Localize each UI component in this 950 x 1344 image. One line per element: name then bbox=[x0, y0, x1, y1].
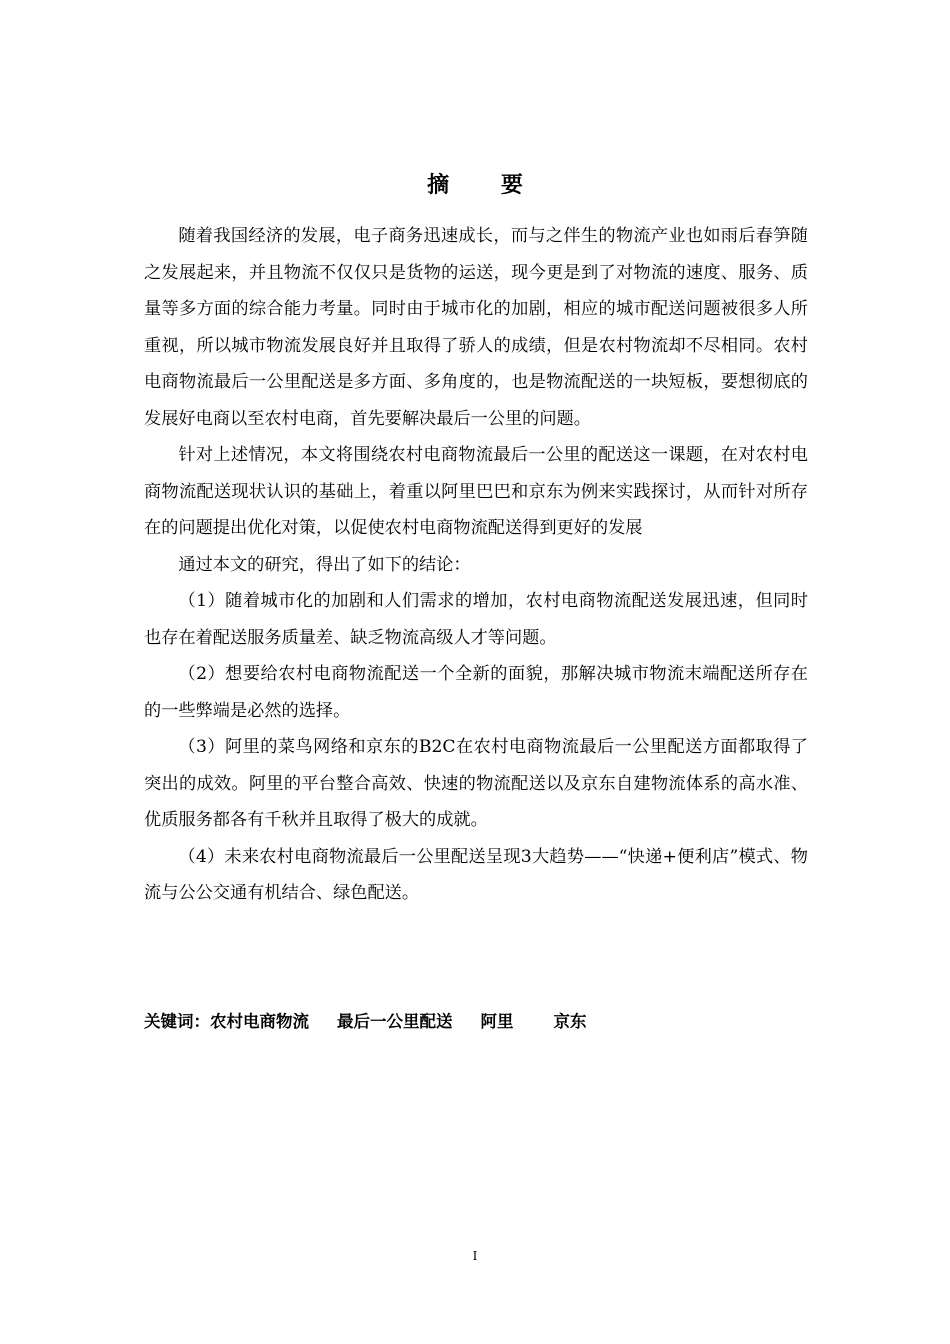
abstract-body bbox=[144, 218, 808, 912]
conclusion-item-3: （3）阿里的菜鸟网络和京东的B2C在农村电商物流最后一公里配送方面都取得了突出的成效。阿里的平台整合高效、快速的物流配送以及京东自建物流体系的高水准、优质服务都各有千秋并且取得了极大的成就。 bbox=[144, 737, 808, 830]
abstract-title: 摘 要 bbox=[427, 173, 545, 198]
abstract-paragraph-3: 通过本文的研究，得出了如下的结论： bbox=[178, 554, 471, 575]
keywords-label: 关键词： bbox=[144, 1012, 210, 1031]
keyword-item: 京东 bbox=[553, 1012, 587, 1031]
conclusion-item-2: （2）想要给农村电商物流配送一个全新的面貌，那解决城市物流末端配送所存在的一些弊端是必然的选择。 bbox=[144, 664, 808, 721]
conclusion-item-1: （1）随着城市化的加剧和人们需求的增加，农村电商物流配送发展迅速，但同时也存在着配送服务质量差、缺乏物流高级人才等问题。 bbox=[144, 591, 808, 648]
keyword-item: 农村电商物流 bbox=[210, 1012, 309, 1031]
keywords-line bbox=[144, 1008, 808, 1036]
abstract-paragraph-2: 针对上述情况，本文将围绕农村电商物流最后一公里的配送这一课题，在对农村电商物流配送现状认识的基础上，着重以阿里巴巴和京东为例来实践探讨，从而针对所存在的问题提出优化对策，以促使农村电商物流配送得到更好的发展 bbox=[144, 445, 808, 538]
conclusion-item-4: （4）未来农村电商物流最后一公里配送呈现3大趋势——“快递+便利店”模式、物流与公公交通有机结合、绿色配送。 bbox=[144, 846, 808, 903]
keyword-item: 阿里 bbox=[480, 1012, 514, 1031]
keyword-item: 最后一公里配送 bbox=[337, 1012, 453, 1031]
abstract-paragraph-1: 随着我国经济的发展，电子商务迅速成长，而与之伴生的物流产业也如雨后春笋随之发展起来，并且物流不仅仅只是货物的运送，现今更是到了对物流的速度、服务、质量等多方面的综合能力考量。同时由于城市化的加剧，相应的城市配送问题被很多人所重视，所以城市物流发展良好并且取得了骄人的成绩，但是农村物流却不尽相同。农村电商物流最后一公里配送是多方面、多角度的，也是物流配送的一块短板，要想彻底的发展好电商以至农村电商，首先要解决最后一公里的问题。 bbox=[144, 226, 808, 429]
page-number: I bbox=[472, 1249, 478, 1263]
